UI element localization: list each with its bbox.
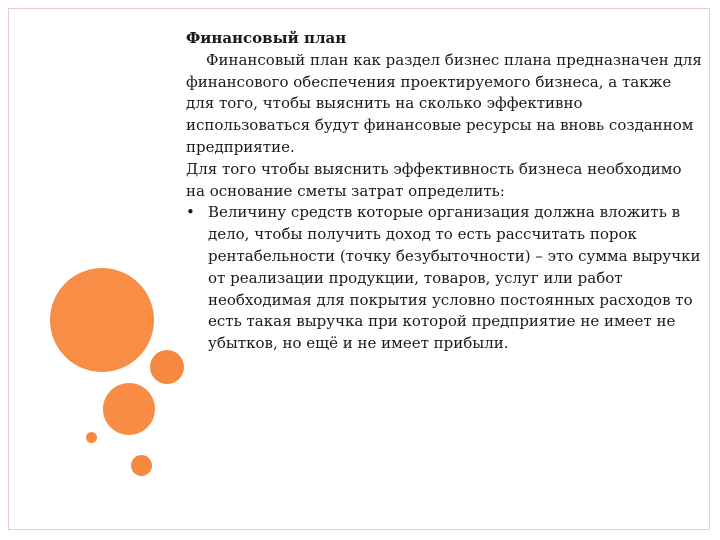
- paragraph-efficiency: Для того чтобы выяснить эффективность бизнеса необходимо на основание сметы затрат определить:: [186, 159, 682, 200]
- decorative-circle-tiny: [131, 455, 152, 476]
- slide-content: [186, 28, 704, 355]
- bullet-list: [186, 202, 704, 355]
- decorative-circle-large: [50, 268, 154, 372]
- decorative-circle-small: [150, 350, 184, 384]
- bullet-text: Величину средств которые организация должна вложить в дело, чтобы получить доход то есть рассчитать порок рентабельности (точку безубыточности) – это сумма выручки от реализации продукции, товаров, услуг или работ необходимая для покрытия условно постоянных расходов то есть такая выручка при которой предприятие не имеет не убытков, но ещё и не имеет прибыли.: [208, 203, 701, 353]
- bullet-item: [186, 202, 704, 355]
- slide-title: Финансовый план: [186, 29, 347, 47]
- decorative-circle-medium: [103, 383, 155, 435]
- bullet-marker: •: [186, 203, 195, 222]
- paragraph-intro: Финансовый план как раздел бизнес плана предназначен для финансового обеспечения проектируемого бизнеса, а также для того, чтобы выяснить на сколько эффективно использоваться будут финансовые ресурсы на вновь созданном предприятие.: [186, 50, 702, 156]
- decorative-dot: [86, 432, 97, 443]
